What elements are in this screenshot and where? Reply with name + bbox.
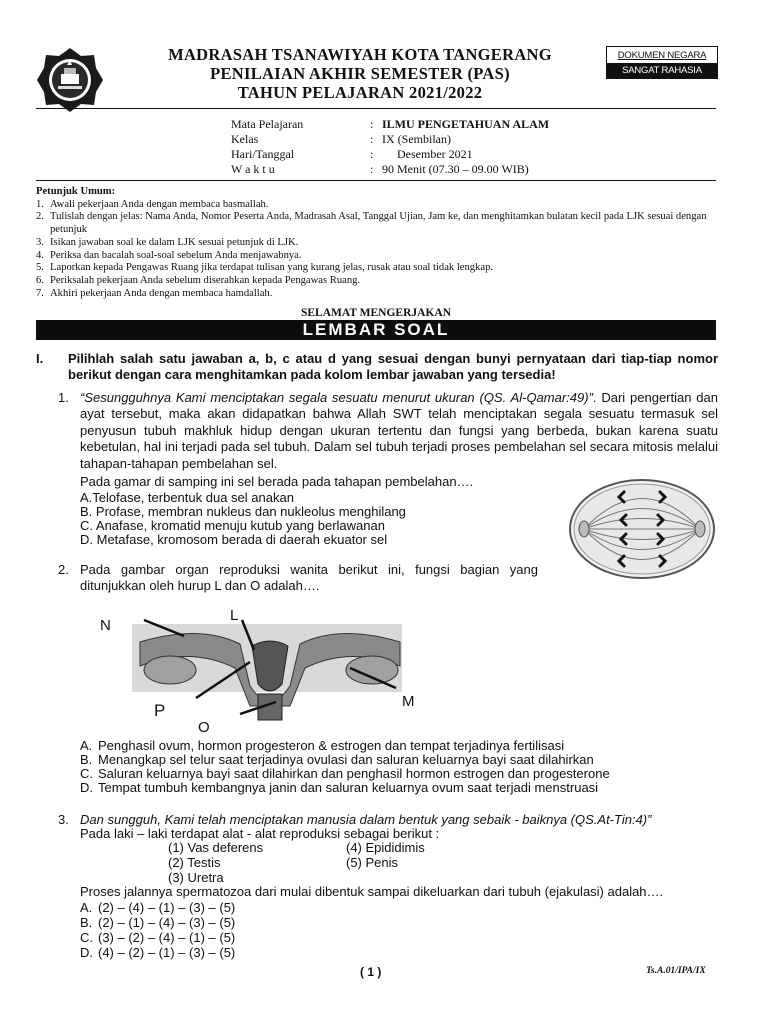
question-number: 1. bbox=[58, 390, 69, 405]
question-3-prompt: Proses jalannya spermatozoa dari mulai dibentuk sampai dikeluarkan dari tubuh (ejakulasi) adalah…. bbox=[80, 884, 664, 899]
instruction-item: 4. Periksa dan bacalah soal-soal sebelum Anda menjawabnya. bbox=[36, 249, 302, 261]
general-instructions bbox=[36, 186, 736, 300]
info-colon: : bbox=[370, 162, 374, 176]
answer-option: C. Saluran keluarnya bayi saat dilahirkan dan penghasil hormon estrogen dan progesterone bbox=[80, 766, 610, 781]
info-value-time: 90 Menit (07.30 – 09.00 WIB) bbox=[382, 162, 529, 176]
question-1-prompt: Pada gamar di samping ini sel berada pada tahapan pembelahan…. bbox=[80, 474, 474, 489]
info-value-date: Desember 2021 bbox=[382, 147, 473, 161]
lembar-soal-banner: LEMBAR SOAL bbox=[36, 320, 716, 340]
label-l: L bbox=[230, 607, 239, 624]
info-row bbox=[0, 147, 768, 162]
female-reproductive-organ-illustration bbox=[100, 606, 430, 734]
info-colon: : bbox=[370, 132, 374, 146]
info-row bbox=[0, 162, 768, 177]
document-code: Ts.A.01/IPA/IX bbox=[646, 966, 706, 976]
info-label: Hari/Tanggal bbox=[231, 147, 295, 161]
instruction-item: 7. Akhiri pekerjaan Anda dengan membaca hamdallah. bbox=[36, 287, 273, 299]
page-number: ( 1 ) bbox=[360, 965, 382, 979]
label-p: P bbox=[154, 701, 166, 720]
organ-item: (1) Vas deferens bbox=[168, 840, 264, 855]
question-1-text: “Sesungguhnya Kami menciptakan segala sesuatu menurut ukuran (QS. Al-Qamar:49)”. Dari pengertian dan ayat tersebut, maka akan didapatkan bahwa Allah SWT telah menciptakan segala sesuatu termasuk sel penyusun tubuh makhluk hidup dengan ukuran tertentu dan fungsi yang berbeda, bukan karena suatu kebetulan, hal ini terjadi pada sel tubuh. Dalam sel tubuh terjadi proses pembelahan sel secara mitosis melalui tahapan-tahapan pembelahan sel. bbox=[80, 390, 718, 471]
info-row bbox=[0, 132, 768, 147]
madrasah-logo bbox=[36, 46, 104, 114]
question-3-quote: Dan sungguh, Kami telah menciptakan manusia dalam bentuk yang sebaik - baiknya (QS.At-Tin:4)” bbox=[80, 812, 652, 827]
answer-option: D. Tempat tumbuh kembangnya janin dan saluran keluarnya ovum saat terjadi menstruasi bbox=[80, 780, 599, 795]
answer-option: D. (4) – (2) – (1) – (3) – (5) bbox=[80, 945, 236, 960]
question-3-intro: Pada laki – laki terdapat alat - alat reproduksi sebagai berikut : bbox=[80, 826, 440, 841]
instruction-item: 2. Tulislah dengan jelas: Nama Anda, Nomor Peserta Anda, Madrasah Asal, Tanggal Ujian, Jam ke, dan menghitamkan bulatan kecil pada LJK sesuai dengan petunjuk bbox=[36, 211, 707, 236]
question-2-text: Pada gambar organ reproduksi wanita berikut ini, fungsi bagian yang ditunjukkan oleh hurup L dan O adalah…. bbox=[80, 562, 538, 594]
section-instruction: Pilihlah salah satu jawaban a, b, c atau d yang sesuai dengan bunyi pernyataan dari tiap-tiap nomor berikut dengan cara menghitamkan pada kolom lembar jawaban yang tersedia! bbox=[68, 351, 718, 383]
question-1-quote: “Sesungguhnya Kami menciptakan segala sesuatu menurut ukuran (QS. Al-Qamar:49)” bbox=[80, 390, 593, 405]
info-value-class: IX (Sembilan) bbox=[382, 132, 451, 146]
answer-option: A. Penghasil ovum, hormon progesteron & estrogen dan tempat terjadinya fertilisasi bbox=[80, 738, 565, 753]
info-colon: : bbox=[370, 147, 374, 161]
exam-title: PENILAIAN AKHIR SEMESTER (PAS) bbox=[210, 64, 510, 83]
school-name: MADRASAH TSANAWIYAH KOTA TANGERANG bbox=[168, 45, 552, 64]
info-label: W a k t u bbox=[231, 162, 275, 176]
instruction-item: 6. Periksalah pekerjaan Anda sebelum diserahkan kepada Pengawas Ruang. bbox=[36, 274, 361, 286]
instruction-item: 5. Laporkan kepada Pengawas Ruang jika terdapat tulisan yang kurang jelas, rusak atau soal tidak lengkap. bbox=[36, 262, 494, 274]
question-number: 3. bbox=[58, 812, 69, 827]
stamp-bottom: SANGAT RAHASIA bbox=[607, 63, 717, 78]
label-o: O bbox=[198, 719, 210, 734]
info-label: Kelas bbox=[231, 132, 259, 146]
info-row bbox=[0, 117, 768, 132]
label-n: N bbox=[100, 617, 111, 634]
info-colon: : bbox=[370, 117, 374, 131]
question-number: 2. bbox=[58, 562, 69, 577]
info-divider bbox=[36, 180, 716, 181]
stamp-top: DOKUMEN NEGARA bbox=[617, 50, 707, 61]
organ-item: (4) Epididimis bbox=[346, 840, 425, 855]
answer-option: B. Menangkap sel telur saat terjadinya ovulasi dan saluran keluarnya bayi saat dilahirkan bbox=[80, 752, 594, 767]
organ-item: (3) Uretra bbox=[168, 870, 224, 885]
instructions-title: Petunjuk Umum: bbox=[36, 186, 116, 197]
mitosis-cell-illustration bbox=[568, 478, 716, 580]
answer-option: A. (2) – (4) – (1) – (3) – (5) bbox=[80, 900, 236, 915]
answer-option: B. Profase, membran nukleus dan nukleolus menghilang bbox=[80, 504, 406, 519]
label-m: M bbox=[402, 693, 415, 710]
info-label: Mata Pelajaran bbox=[231, 117, 304, 131]
info-value-subject: ILMU PENGETAHUAN ALAM bbox=[382, 117, 550, 131]
academic-year: TAHUN PELAJARAN 2021/2022 bbox=[237, 83, 483, 102]
answer-option: C. Anafase, kromatid menuju kutub yang berlawanan bbox=[80, 518, 385, 533]
section-number: I. bbox=[36, 351, 44, 366]
answer-option: D. Metafase, kromosom berada di daerah ekuator sel bbox=[80, 532, 388, 547]
document-classification-stamp bbox=[606, 46, 718, 79]
answer-option: C. (3) – (2) – (4) – (1) – (5) bbox=[80, 930, 236, 945]
answer-option: A.Telofase, terbentuk dua sel anakan bbox=[80, 490, 294, 505]
organ-item: (5) Penis bbox=[346, 855, 399, 870]
instruction-item: 1. Awali pekerjaan Anda dengan membaca basmallah. bbox=[36, 198, 269, 210]
header-divider bbox=[36, 108, 716, 109]
selamat-mengerjakan: SELAMAT MENGERJAKAN bbox=[300, 307, 452, 319]
organ-item: (2) Testis bbox=[168, 855, 221, 870]
instruction-item: 3. Isikan jawaban soal ke dalam LJK sesuai petunjuk di LJK. bbox=[36, 236, 299, 248]
answer-option: B. (2) – (1) – (4) – (3) – (5) bbox=[80, 915, 236, 930]
